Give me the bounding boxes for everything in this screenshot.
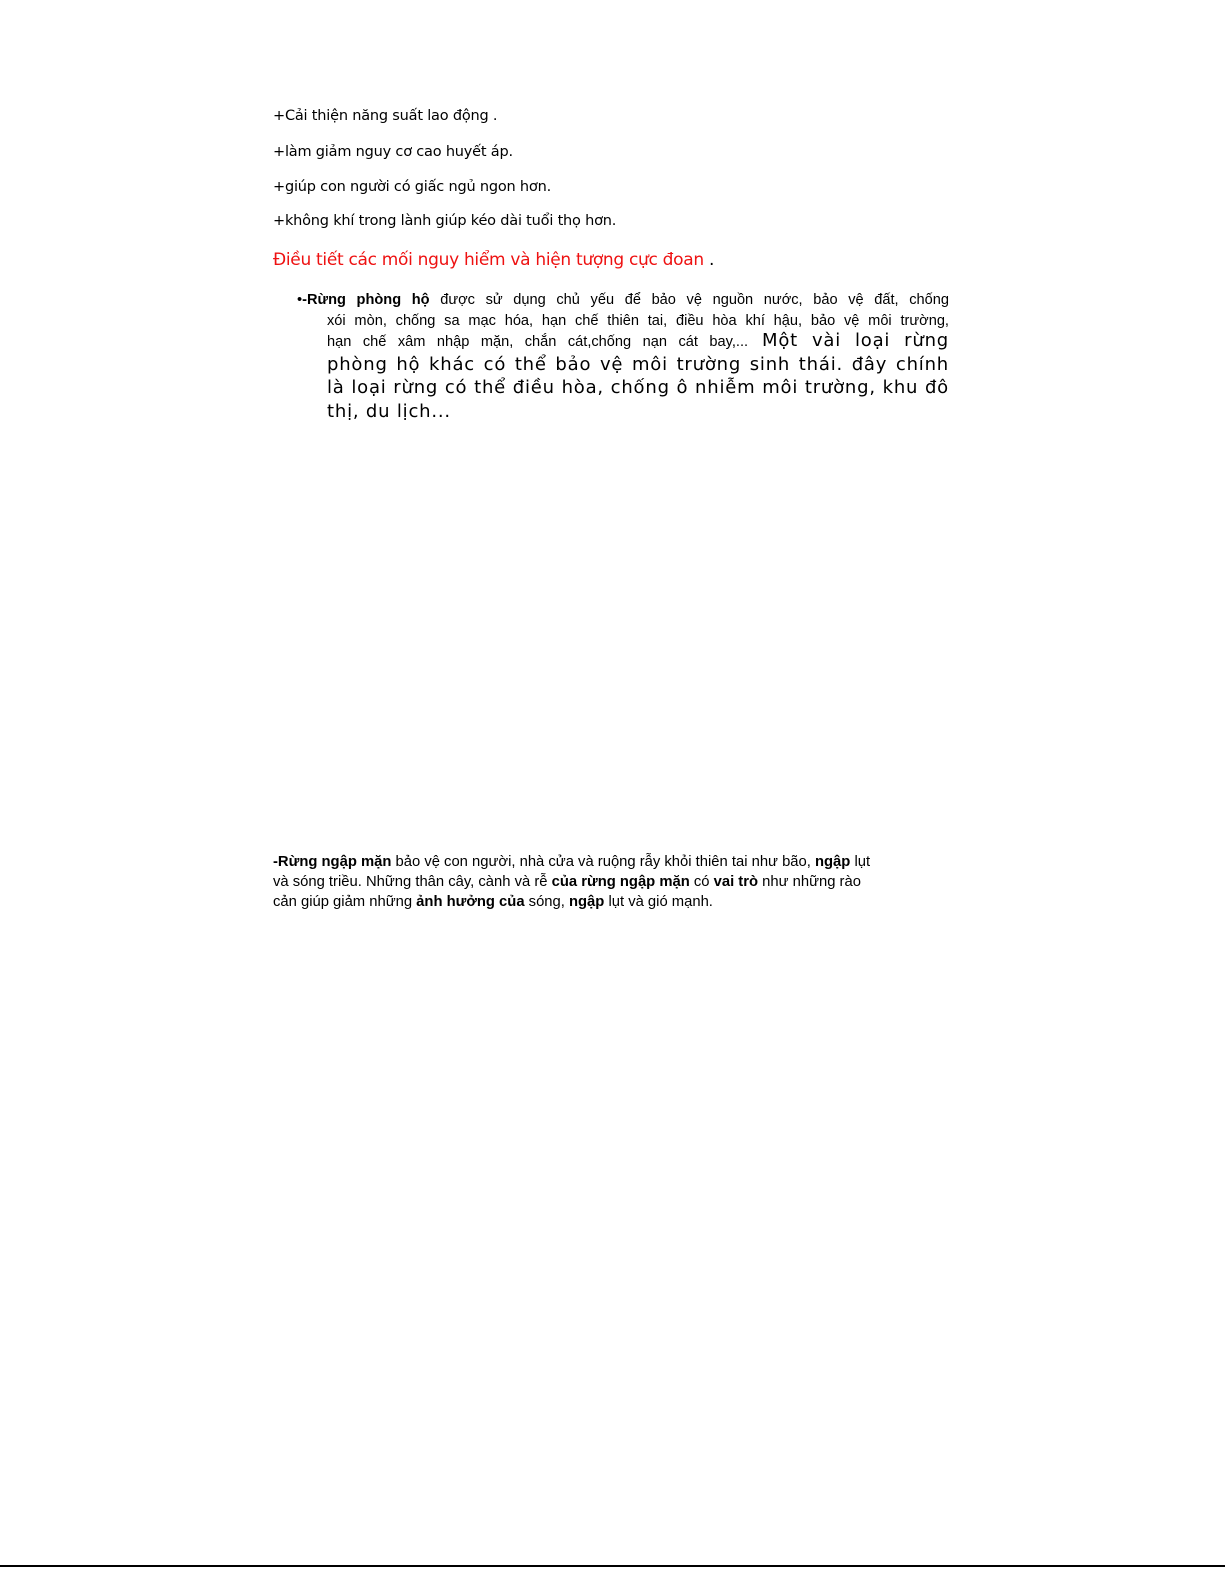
paragraph-text: lụt và gió mạnh. — [604, 894, 713, 910]
paragraph-line: là loại rừng có thể điều hòa, chống ô nhiễm môi trường, khu đô — [327, 377, 949, 398]
heading-suffix: . — [703, 250, 715, 270]
benefit-line: +Cải thiện năng suất lao động . — [273, 108, 498, 124]
section-heading — [273, 250, 714, 270]
paragraph-line: phòng hộ khác có thể bảo vệ môi trường sinh thái. đây chính — [327, 353, 949, 375]
bold-term: của rừng ngập mặn — [551, 874, 690, 890]
paragraph-line — [273, 872, 935, 892]
paragraph-text: có — [689, 874, 714, 890]
bold-term: -Rừng phòng hộ — [302, 292, 430, 308]
paragraph-text: được sử dụng chủ yếu để bảo vệ nguồn nước, bảo vệ đất, chống — [429, 292, 950, 308]
paragraph-text: bảo vệ con người, nhà cửa và ruộng rẫy khỏi thiên tai như bão, — [391, 854, 815, 870]
bold-term: ngập — [568, 894, 605, 910]
paragraph-line: thị, du lịch... — [327, 400, 451, 422]
benefit-line: +giúp con người có giấc ngủ ngon hơn. — [273, 179, 551, 195]
mangrove-paragraph — [273, 852, 935, 912]
bold-term: ảnh hưởng của — [416, 894, 525, 910]
paragraph-line — [297, 290, 949, 311]
paragraph-text: hạn chế xâm nhập mặn, chắn cát,chống nạn cát bay,... — [327, 334, 749, 350]
heading-text: Điều tiết các mối nguy hiểm và hiện tượng cực đoan — [273, 250, 704, 270]
paragraph-text: và sóng triều. Những thân cây, cành và rễ — [273, 874, 552, 890]
paragraph-text: cản giúp giảm những — [273, 894, 417, 910]
paragraph-line — [273, 892, 935, 912]
paragraph-line — [297, 331, 949, 353]
paragraph-text: sóng, — [524, 894, 569, 910]
benefit-line: +làm giảm nguy cơ cao huyết áp. — [273, 144, 513, 160]
bold-term: vai trò — [713, 874, 759, 890]
paragraph-text: như những rào — [758, 874, 861, 890]
paragraph-line — [273, 852, 935, 872]
protective-forest-paragraph — [297, 290, 949, 423]
bold-term: ngập — [814, 854, 851, 870]
benefit-line: +không khí trong lành giúp kéo dài tuổi thọ hơn. — [273, 213, 617, 229]
paragraph-line: xói mòn, chống sa mạc hóa, hạn chế thiên tai, điều hòa khí hậu, bảo vệ môi trường, — [327, 312, 949, 329]
bullet-icon: • — [297, 292, 303, 308]
paragraph-text: lụt — [850, 854, 871, 870]
bold-term: -Rừng ngập mặn — [273, 854, 392, 870]
page-bottom-border — [0, 1565, 1225, 1567]
paragraph-text-large: Một vài loại rừng — [748, 330, 950, 351]
